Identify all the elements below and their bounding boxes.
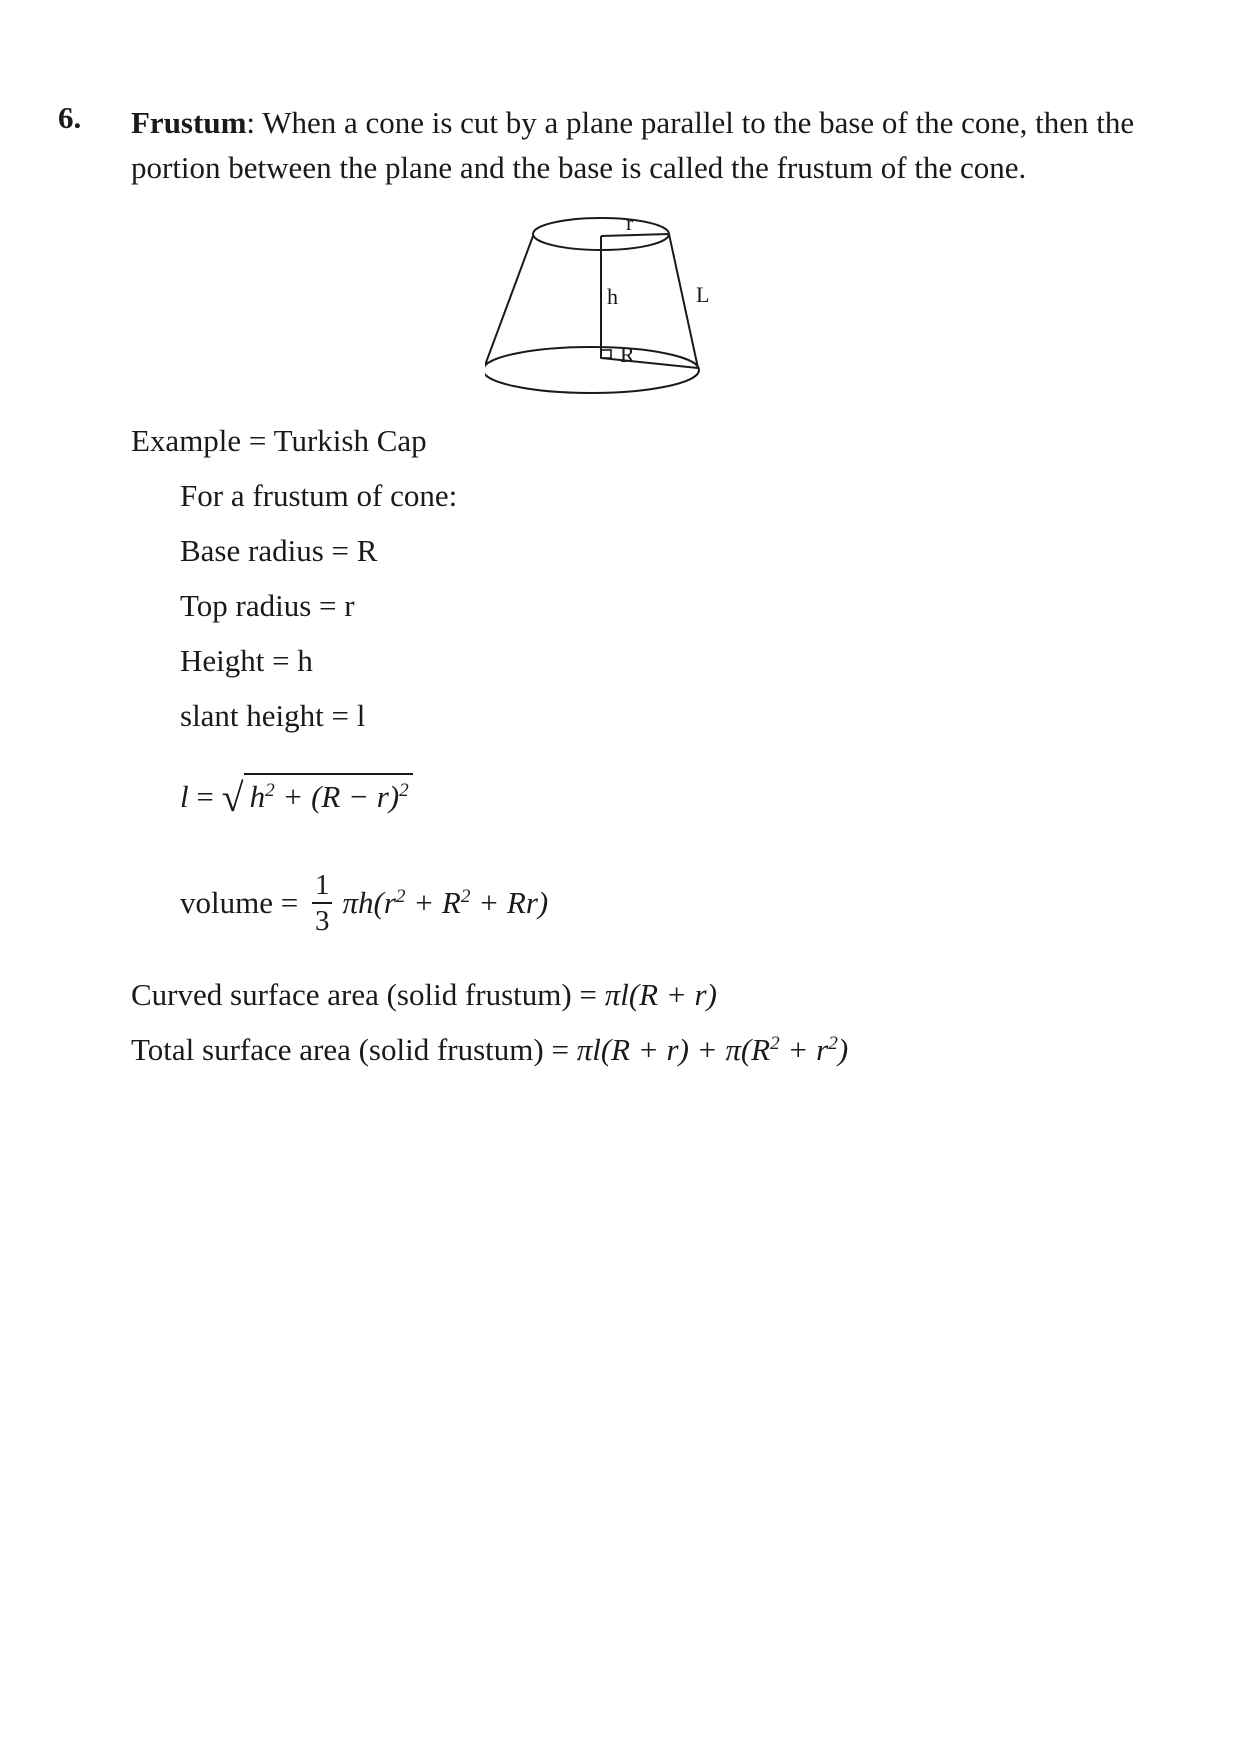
radical-sign: √ bbox=[221, 775, 244, 820]
csa-expression: πl(R + r) bbox=[604, 977, 717, 1012]
slant-eq: = bbox=[188, 779, 222, 814]
tsa-expr-c: ) bbox=[837, 1032, 849, 1067]
frustum-diagram bbox=[485, 212, 715, 402]
definitions-intro: For a frustum of cone: bbox=[180, 478, 458, 513]
slant-height-formula bbox=[180, 770, 413, 820]
tsa-expr-b: + r bbox=[779, 1032, 829, 1067]
slant-lhs: l bbox=[180, 779, 189, 814]
height-def: Height = h bbox=[180, 643, 313, 678]
tsa-exp-r: 2 bbox=[828, 1033, 838, 1055]
right-angle-marker bbox=[601, 350, 611, 358]
label-height: h bbox=[607, 284, 618, 309]
label-base-radius: R bbox=[620, 342, 635, 367]
frustum-left-side bbox=[485, 236, 533, 368]
base-radius-def: Base radius = R bbox=[180, 533, 378, 568]
frustum-definition: : When a cone is cut by a plane parallel to the base of the cone, then the portion between the plane and the base is called the frustum of the cone. bbox=[131, 105, 1135, 185]
fraction-denominator: 3 bbox=[314, 905, 330, 937]
volume-expression bbox=[342, 885, 548, 920]
label-slant: L bbox=[696, 282, 710, 307]
base-radius-line bbox=[601, 358, 698, 368]
label-top-radius: r bbox=[626, 212, 634, 235]
slant-height-def: slant height = l bbox=[180, 698, 366, 733]
term-frustum: Frustum bbox=[131, 105, 247, 140]
csa-label: Curved surface area (solid frustum) = bbox=[131, 977, 605, 1012]
exponent-h: 2 bbox=[265, 780, 275, 802]
volume-expr-c: + Rr) bbox=[470, 885, 549, 920]
radicand-h: h bbox=[249, 779, 266, 814]
volume-expr-b: + R bbox=[405, 885, 461, 920]
example-line: Example = Turkish Cap bbox=[131, 423, 427, 458]
frustum-right-side bbox=[669, 234, 698, 368]
top-radius-def: Top radius = r bbox=[180, 588, 355, 623]
volume-exp-R: 2 bbox=[460, 886, 471, 908]
exponent-rr: 2 bbox=[399, 780, 409, 802]
total-surface-area bbox=[131, 1032, 848, 1068]
fraction-numerator: 1 bbox=[312, 868, 333, 904]
curved-surface-area bbox=[131, 977, 717, 1013]
top-radius-line bbox=[601, 234, 669, 236]
square-root bbox=[221, 770, 413, 820]
intro-paragraph bbox=[131, 100, 1191, 190]
volume-formula bbox=[180, 868, 548, 938]
volume-expr-a: πh(r bbox=[342, 885, 396, 920]
tsa-expression bbox=[577, 1032, 848, 1067]
volume-label: volume = bbox=[180, 885, 306, 920]
item-number: 6. bbox=[58, 100, 82, 135]
tsa-exp-R: 2 bbox=[770, 1033, 780, 1055]
one-third-fraction bbox=[312, 868, 333, 938]
tsa-expr-a: πl(R + r) + π(R bbox=[576, 1032, 771, 1067]
tsa-label: Total surface area (solid frustum) = bbox=[131, 1032, 577, 1067]
radicand bbox=[244, 773, 413, 815]
volume-exp-r: 2 bbox=[395, 886, 406, 908]
frustum-base-ellipse bbox=[485, 347, 699, 393]
radicand-rest: + (R − r) bbox=[274, 779, 400, 814]
